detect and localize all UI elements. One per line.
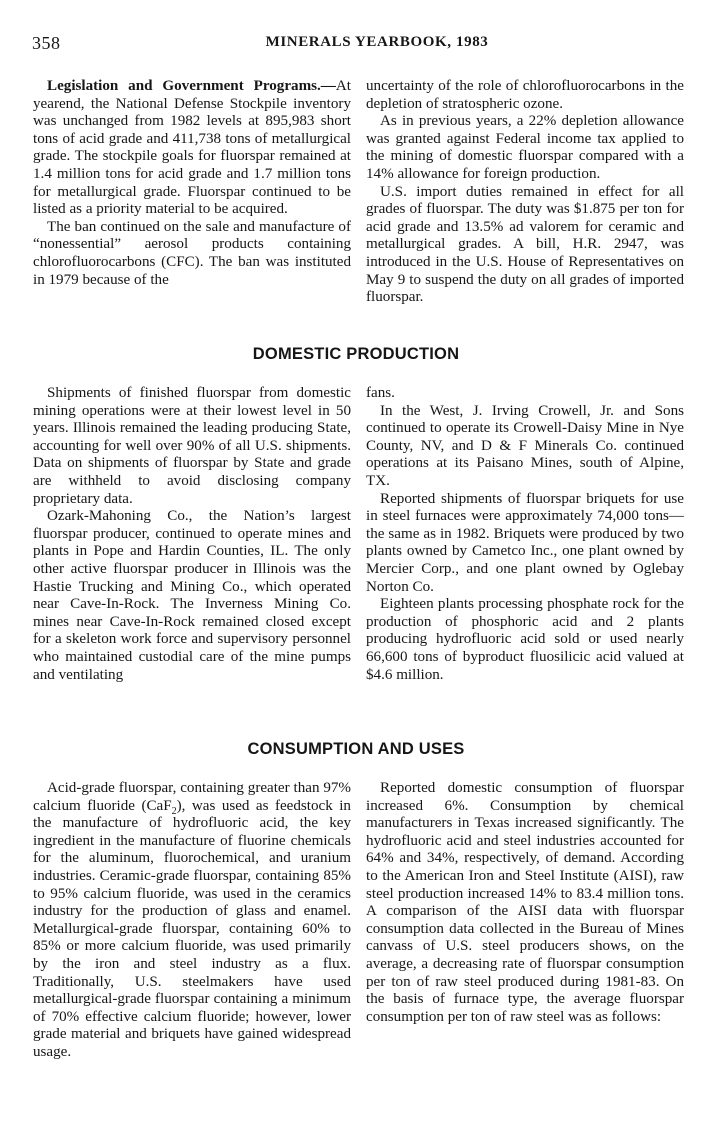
consumption-paragraph-1-end: ), was used as feedstock in the manufacture of hydrofluoric acid, the key ingredient in the manufacture of fluorine chemicals for the aluminum, fluorochemical, and uranium industries. Ceramic-grade fluorspar, containing 85% to 95% calcium fluoride, was used in the ceramics industry for the production of glass and enamel. Metallurgical-grade fluorspar, containing 60% to 85% or more calcium fluoride, was used primarily by the iron and steel industry as a flux. Traditionally, U.S. steelmakers have used metallurgical-grade fluorspar containing a minimum of 70% effective calcium fluoride; however, lower grade material and briquets have gained widespread usage. (33, 797, 351, 1060)
legislation-paragraph-1-text: At yearend, the National Defense Stockpile inventory was unchanged from 1982 levels at 895,983 short tons of acid grade and 411,738 tons of metallurgical grade. The stockpile goals for fluorspar remained at 1.4 million tons for acid grade and 1.7 million tons for metallurgical grade. Fluorspar continued to be listed as a priority material to be acquired. (33, 78, 351, 218)
domestic-paragraph-2: Ozark-Mahoning Co., the Nation’s largest fluorspar producer, continued to operate mines and plants in Pope and Hardin Counties, IL. The only other active fluorspar producer in Illinois was the Hastie Trucking and Mining Co., which operated near Cave-In-Rock. The Inverness Mining Co. mines near Cave-In-Rock remained closed except for a skeleton work force and supervisory personnel who maintained custodial care of the mine pumps and ventilating (33, 508, 351, 683)
legislation-continuation: uncertainty of the role of chlorofluorocarbons in the depletion of stratospheric ozone. (366, 78, 684, 112)
running-title: MINERALS YEARBOOK, 1983 (265, 34, 489, 50)
consumption-left-column (33, 780, 351, 1062)
consumption-paragraph-1-start: Acid-grade fluorspar, containing greater than 97% calcium fluoride (CaF (33, 780, 351, 814)
consumption-right-column (366, 780, 684, 1026)
domestic-production-left-column (33, 385, 351, 684)
legislation-right-column (366, 78, 684, 307)
domestic-paragraph-1: Shipments of finished fluorspar from domestic mining operations were at their lowest level in 50 years. Illinois remained the leading producing State, accounting for well over 90% of all U.S. shipments. Data on shipments of fluorspar by State and grade are withheld to avoid disclosing company proprietary data. (33, 385, 351, 507)
formula-subscript: 2 (171, 805, 177, 817)
legislation-paragraph-4: U.S. import duties remained in effect for all grades of fluorspar. The duty was $1.875 per ton for acid grade and 13.5% ad valorem for ceramic and metallurgical grades. A bill, H.R. 2947, was introduced in the U.S. House of Representatives on May 9 to suspend the duty on all grades of imported fluorspar. (366, 183, 684, 306)
running-header (32, 33, 682, 55)
legislation-paragraph-1 (33, 78, 351, 219)
domestic-paragraph-5: Eighteen plants processing phosphate rock for the production of phosphoric acid and 2 plants producing hydrofluoric acid sold or used nearly 66,600 tons of byproduct fluosilicic acid valued at $4.6 million. (366, 596, 684, 683)
legislation-paragraph-2: The ban continued on the sale and manufacture of “nonessential” aerosol products containing chlorofluorocarbons (CFC). The ban was instituted in 1979 because of the (33, 218, 351, 288)
domestic-continuation: fans. (366, 385, 395, 401)
legislation-run-head: Legislation and Government Programs.— (47, 78, 336, 94)
domestic-production-right-column (366, 385, 684, 684)
legislation-left-column (33, 78, 351, 289)
page-number: 358 (32, 33, 61, 53)
domestic-paragraph-3: In the West, J. Irving Crowell, Jr. and Sons continued to operate its Crowell-Daisy Mine in Nye County, NV, and D & F Minerals Co. continued operations at its Paisano Mines, south of Alpine, TX. (366, 402, 684, 489)
domestic-paragraph-4: Reported shipments of fluorspar briquets for use in steel furnaces were approximately 74,000 tons—the same as in 1982. Briquets were produced by two plants owned by Cametco Inc., one plant owned by Mercier Corp., and one plant owned by Oglebay Norton Co. (366, 490, 684, 595)
domestic-production-heading: DOMESTIC PRODUCTION (252, 345, 460, 363)
consumption-heading: CONSUMPTION AND USES (247, 740, 465, 758)
consumption-paragraph-1 (33, 780, 351, 1062)
legislation-paragraph-3: As in previous years, a 22% depletion allowance was granted against Federal income tax applied to the mining of domestic fluorspar compared with a 14% allowance for foreign production. (366, 113, 684, 182)
consumption-paragraph-2: Reported domestic consumption of fluorspar increased 6%. Consumption by chemical manufacturers in Texas increased significantly. The hydrofluoric acid and steel industries accounted for 64% and 34%, respectively, of demand. According to the American Iron and Steel Institute (AISI), raw steel production increased 14% to 83.4 million tons. A comparison of the AISI data with fluorspar consumption data collected in the Bureau of Mines canvass of U.S. steel producers shows, on the average, a decreasing rate of fluorspar consumption per ton of raw steel produced during 1981-83. On the basis of furnace type, the average fluorspar consumption per ton of raw steel was as follows: (366, 780, 684, 1025)
